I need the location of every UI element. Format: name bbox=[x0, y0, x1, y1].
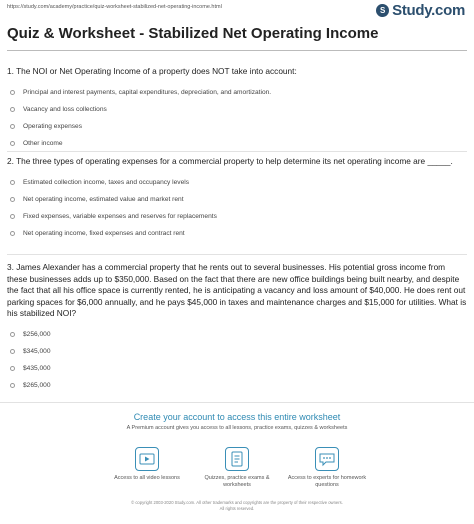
premium-cta bbox=[0, 402, 474, 524]
option-label: $256,000 bbox=[23, 330, 51, 338]
feature-experts bbox=[287, 447, 367, 489]
video-lessons-icon bbox=[135, 447, 159, 471]
option-label: Net operating income, fixed expenses and contract rent bbox=[23, 229, 185, 237]
answer-options bbox=[7, 326, 467, 394]
radio-icon[interactable] bbox=[10, 124, 15, 129]
option-label: Net operating income, estimated value and market rent bbox=[23, 195, 184, 203]
option-label: $345,000 bbox=[23, 347, 51, 355]
feature-label: Access to all video lessons bbox=[114, 475, 180, 481]
answer-option[interactable] bbox=[7, 84, 467, 101]
option-label: $265,000 bbox=[23, 381, 51, 389]
cta-title[interactable]: Create your account to access this entire worksheet bbox=[133, 412, 341, 422]
question-text: 1. The NOI or Net Operating Income of a property does NOT take into account: bbox=[7, 66, 297, 76]
answer-option[interactable] bbox=[7, 208, 467, 225]
radio-icon[interactable] bbox=[10, 107, 15, 112]
radio-icon[interactable] bbox=[10, 141, 15, 146]
page-title: Quiz & Worksheet - Stabilized Net Operating Income bbox=[7, 25, 379, 42]
answer-options bbox=[7, 84, 467, 152]
copyright-text bbox=[0, 500, 474, 512]
radio-icon[interactable] bbox=[10, 197, 15, 202]
option-label: Other income bbox=[23, 139, 63, 147]
logo-text: Study.com bbox=[392, 2, 465, 19]
answer-option[interactable] bbox=[7, 360, 467, 377]
copyright-line: © copyright 2003-2020 Study.com. All other trademarks and copyrights are the property of their respective owners. bbox=[131, 500, 343, 505]
answer-option[interactable] bbox=[7, 191, 467, 208]
radio-icon[interactable] bbox=[10, 90, 15, 95]
option-label: Principal and interest payments, capital expenditures, depreciation, and amortization. bbox=[23, 88, 272, 96]
question-1 bbox=[7, 66, 467, 152]
radio-icon[interactable] bbox=[10, 231, 15, 236]
option-label: Estimated collection income, taxes and occupancy levels bbox=[23, 178, 190, 186]
question-2 bbox=[7, 156, 467, 242]
logo-mark-icon: S bbox=[376, 4, 389, 17]
answer-option[interactable] bbox=[7, 225, 467, 242]
answer-option[interactable] bbox=[7, 377, 467, 394]
radio-icon[interactable] bbox=[10, 349, 15, 354]
question-divider bbox=[7, 254, 467, 255]
question-3 bbox=[7, 262, 467, 394]
radio-icon[interactable] bbox=[10, 383, 15, 388]
quiz-icon bbox=[225, 447, 249, 471]
answer-option[interactable] bbox=[7, 174, 467, 191]
study-logo[interactable] bbox=[376, 2, 465, 19]
answer-option[interactable] bbox=[7, 135, 467, 152]
question-text: 3. James Alexander has a commercial property that he rents out to several businesses. His potential gross income from these businesses adds up to $350,000. Based on the fact that there are new office buildings being built nearby, and despite the fact that all his office space is currently rented, he is anticipating a vacancy and loss amount of $40,000. He does rent out parking spaces for $6,000 annually, and he pays $45,000 in taxes and maintenance charges and $15,000 for utilities. What is his stabilized NOI? bbox=[7, 262, 467, 319]
title-divider bbox=[7, 50, 467, 51]
radio-icon[interactable] bbox=[10, 366, 15, 371]
cta-subtitle: A Premium account gives you access to all lessons, practice exams, quizzes & worksheets bbox=[126, 425, 348, 431]
radio-icon[interactable] bbox=[10, 214, 15, 219]
answer-option[interactable] bbox=[7, 343, 467, 360]
option-label: Vacancy and loss collections bbox=[23, 105, 107, 113]
option-label: $435,000 bbox=[23, 364, 51, 372]
option-label: Operating expenses bbox=[23, 122, 83, 130]
feature-label: Access to experts for homework questions bbox=[287, 475, 367, 488]
answer-option[interactable] bbox=[7, 326, 467, 343]
radio-icon[interactable] bbox=[10, 332, 15, 337]
page-url: https://study.com/academy/practice/quiz-worksheet-stabilized-net-operating-income.html bbox=[7, 4, 222, 10]
option-label: Fixed expenses, variable expenses and reserves for replacements bbox=[23, 212, 217, 220]
copyright-line: All rights reserved. bbox=[219, 506, 255, 511]
question-text: 2. The three types of operating expenses for a commercial property to help determine its net operating income are _____. bbox=[7, 156, 453, 166]
experts-icon bbox=[315, 447, 339, 471]
feature-label: Quizzes, practice exams & worksheets bbox=[204, 475, 270, 488]
feature-video-lessons bbox=[107, 447, 187, 482]
answer-option[interactable] bbox=[7, 118, 467, 135]
answer-options bbox=[7, 174, 467, 242]
answer-option[interactable] bbox=[7, 101, 467, 118]
feature-quizzes bbox=[197, 447, 277, 489]
question-divider bbox=[7, 151, 467, 152]
radio-icon[interactable] bbox=[10, 180, 15, 185]
